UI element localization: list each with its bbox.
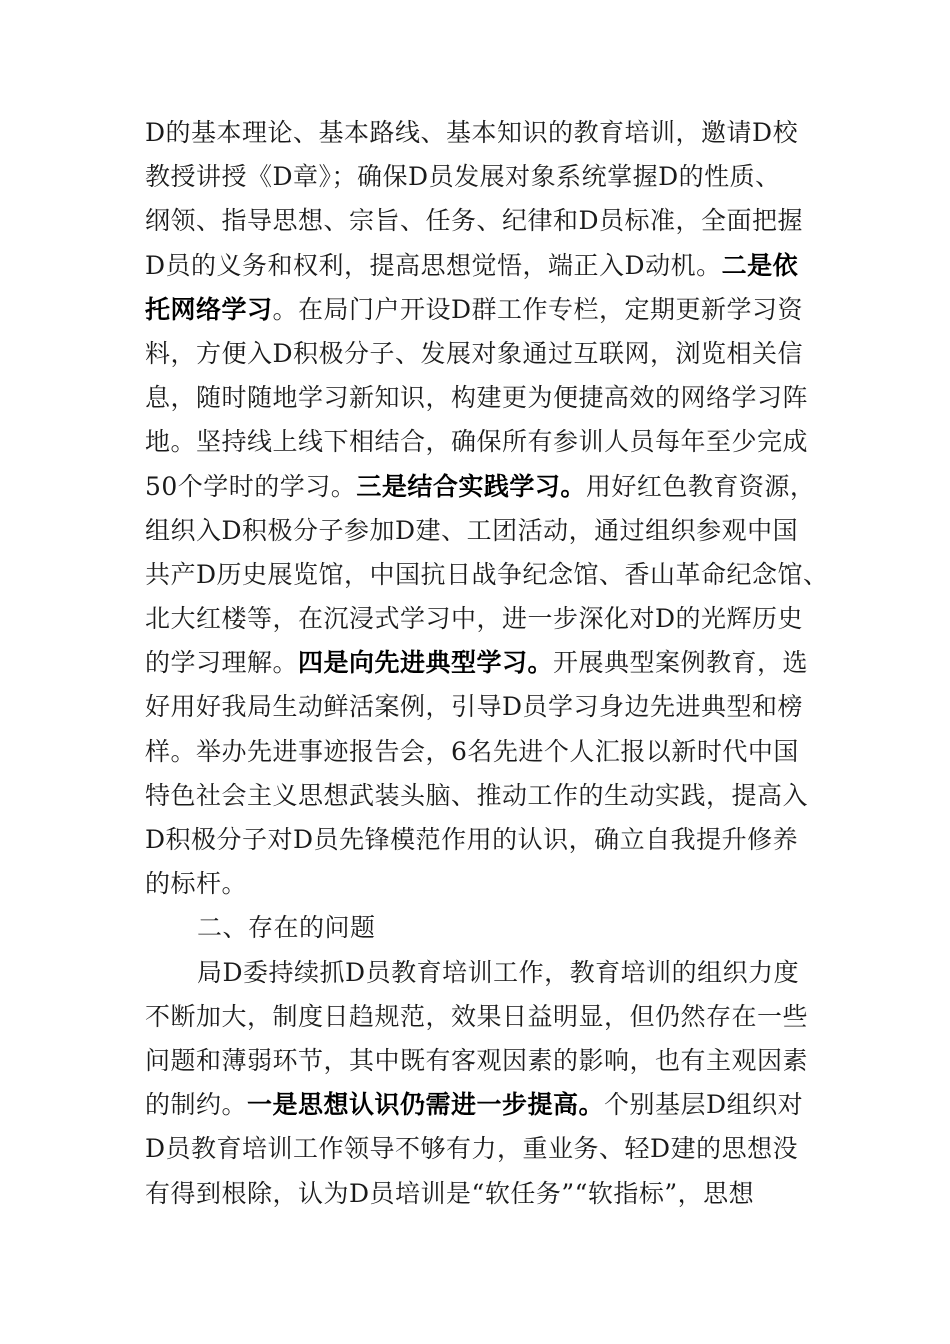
text-line <box>145 420 815 464</box>
text-line <box>145 155 815 199</box>
text-line <box>145 1083 815 1127</box>
text-line <box>145 774 815 818</box>
text-run: D员教育培训工作领导不够有力，重业务、轻D建的思想没 <box>145 1134 799 1164</box>
text-run: D积极分子对D员先锋模范作用的认识，确立自我提升修养 <box>145 825 799 854</box>
text-run: 的标杆。 <box>145 869 248 899</box>
text-run: 的学习理解。 <box>145 648 299 678</box>
text-run: 局D委持续抓D员教育培训工作，教育培训的组织力度 <box>197 957 800 987</box>
text-run: 纲领、指导思想、宗旨、任务、纪律和D员标准，全面把握 <box>145 206 804 236</box>
text-run: 好用好我局生动鲜活案例，引导D员学习身边先进典型和榜 <box>145 692 804 722</box>
bold-text-run: 一是思想认识仍需进一步提高。 <box>247 1090 605 1120</box>
text-line <box>145 465 815 509</box>
text-line <box>145 685 815 729</box>
text-run: 样。举办先进事迹报告会，6名先进个人汇报以新时代中国 <box>145 736 799 766</box>
document-body <box>145 111 829 1216</box>
text-line <box>145 376 815 420</box>
text-line <box>145 641 815 685</box>
text-line <box>145 1127 815 1171</box>
text-line <box>145 730 815 774</box>
text-run: 50个学时的学习。 <box>145 471 357 501</box>
text-line <box>145 597 815 641</box>
text-run: 有得到根除，认为D员培训是“软任务”“软指标”，思想 <box>145 1178 755 1208</box>
text-line <box>145 288 815 332</box>
text-run: 共产D历史展览馆，中国抗日战争纪念馆、香山革命纪念馆、 <box>145 559 829 589</box>
text-run: 特色社会主义思想武装头脑、推动工作的生动实践，提高入 <box>145 780 809 810</box>
text-run: 组织入D积极分子参加D建、工团活动，通过组织参观中国 <box>145 515 799 545</box>
text-line <box>145 1172 815 1216</box>
text-line <box>145 111 815 155</box>
text-run: 的制约。 <box>145 1090 248 1120</box>
text-line <box>145 332 815 376</box>
bold-text-run: 四是向先进典型学习。 <box>298 648 554 678</box>
text-line <box>145 199 815 243</box>
bold-text-run: 托网络学习 <box>145 294 273 324</box>
text-line <box>145 553 829 597</box>
text-line <box>145 995 815 1039</box>
text-run: 个别基层D组织对 <box>604 1090 804 1120</box>
text-run: 息，随时随地学习新知识，构建更为便捷高效的网络学习阵 <box>145 383 809 413</box>
text-run: 开展典型案例教育，选 <box>553 648 809 678</box>
text-run: 用好红色教育资源， <box>585 471 816 501</box>
text-line <box>145 862 815 906</box>
text-line <box>145 244 815 288</box>
bold-text-run: 二是依 <box>721 250 799 280</box>
text-run: 料，方便入D积极分子、发展对象通过互联网，浏览相关信 <box>145 338 804 368</box>
text-run: D的基本理论、基本路线、基本知识的教育培训，邀请D校 <box>145 118 799 147</box>
text-line <box>145 818 815 862</box>
text-run: D员的义务和权利，提高思想觉悟，端正入D动机。 <box>145 250 722 280</box>
text-run: 北大红楼等，在沉浸式学习中，进一步深化对D的光辉历史 <box>145 604 804 634</box>
text-line <box>145 906 815 950</box>
text-line <box>145 951 815 995</box>
text-run: 。在局门户开设D群工作专栏，定期更新学习资 <box>272 294 804 324</box>
text-line <box>145 509 815 553</box>
text-run: 地。坚持线上线下相结合，确保所有参训人员每年至少完成 <box>145 427 809 457</box>
text-run: 问题和薄弱环节，其中既有客观因素的影响，也有主观因素 <box>145 1045 809 1075</box>
text-run: 二、存在的问题 <box>197 913 376 943</box>
text-line <box>145 1039 815 1083</box>
bold-text-run: 三是结合实践学习。 <box>356 471 586 501</box>
text-run: 教授讲授《D章》；确保D员发展对象系统掌握D的性质、 <box>145 162 781 192</box>
text-run: 不断加大，制度日趋规范，效果日益明显，但仍然存在一些 <box>145 1001 809 1031</box>
